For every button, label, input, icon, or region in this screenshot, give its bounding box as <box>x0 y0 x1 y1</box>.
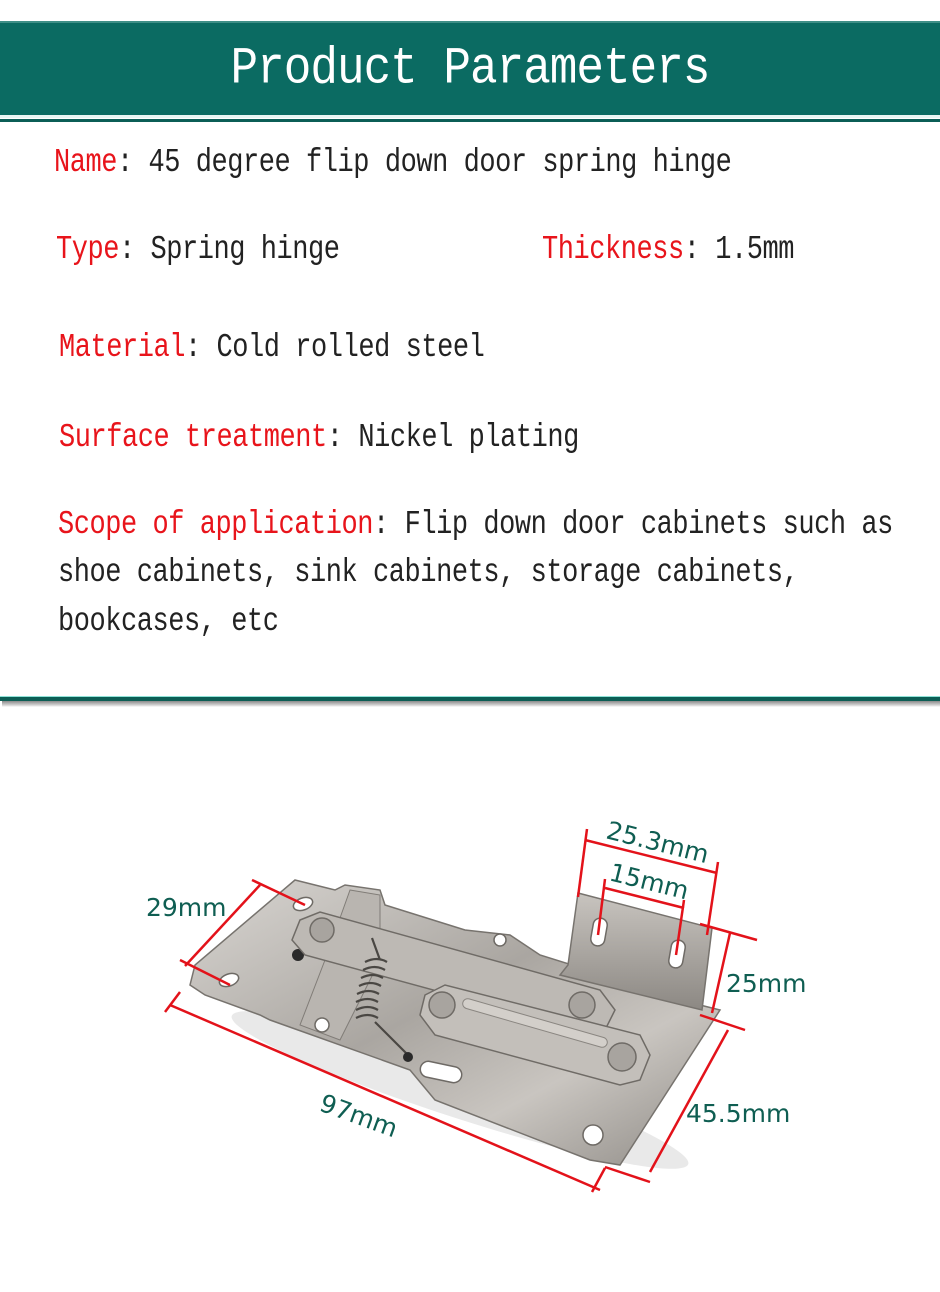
header-band <box>0 21 940 115</box>
param-scope-label: Scope of application <box>58 505 374 545</box>
param-type-label: Type <box>56 230 120 270</box>
param-material-sep: : <box>185 328 217 368</box>
param-thickness-sep: : <box>683 230 716 270</box>
param-type-sep: : <box>119 230 151 270</box>
param-name-value: 45 degree flip down door spring hinge <box>148 143 732 183</box>
param-material <box>59 329 484 367</box>
rivet <box>569 992 595 1018</box>
param-surface-value: Nickel plating <box>358 418 579 458</box>
plate-hole <box>494 934 506 946</box>
param-scope-value-line1: Flip down door cabinets such as <box>404 505 893 545</box>
param-type <box>56 231 340 269</box>
param-scope-sep: : <box>373 505 405 545</box>
param-surface-label: Surface treatment <box>59 418 327 458</box>
rivet <box>608 1043 636 1071</box>
param-scope-line3 <box>58 603 279 641</box>
param-scope-value-line3: bookcases, etc <box>58 602 279 642</box>
dim-label-25mm: 25mm <box>726 969 807 998</box>
param-thickness <box>542 231 794 269</box>
dim-label-97mm: 97mm <box>315 1088 402 1144</box>
section-divider-shadow <box>2 701 940 707</box>
dim-label-45-5mm: 45.5mm <box>686 1099 791 1128</box>
param-thickness-value: 1.5mm <box>715 230 795 270</box>
plate-hole <box>315 1018 329 1032</box>
page-title: Product Parameters <box>230 39 710 99</box>
param-type-value: Spring hinge <box>150 230 340 270</box>
param-scope-value-line2: shoe cabinets, sink cabinets, storage cabinets, <box>58 553 799 593</box>
rivet <box>429 992 455 1018</box>
dim-label-29mm: 29mm <box>146 893 227 922</box>
param-name-sep: : <box>117 143 149 183</box>
param-surface-treatment <box>59 419 579 457</box>
param-scope-line2 <box>58 554 798 592</box>
param-name-label: Name <box>54 143 118 183</box>
param-material-label: Material <box>59 328 186 368</box>
rivet <box>310 918 334 942</box>
plate-hole <box>583 1125 603 1145</box>
header-divider-light <box>0 115 940 118</box>
param-material-value: Cold rolled steel <box>216 328 485 368</box>
param-name <box>54 144 731 182</box>
param-scope <box>58 506 893 544</box>
hinge-product-image <box>120 790 840 1210</box>
param-thickness-label: Thickness <box>542 230 684 270</box>
dim-label-15mm: 15mm <box>606 857 692 906</box>
param-surface-sep: : <box>326 418 359 458</box>
spring-anchor <box>403 1052 413 1062</box>
dim-label-25-3mm: 25.3mm <box>603 815 712 870</box>
header-divider <box>0 119 940 122</box>
